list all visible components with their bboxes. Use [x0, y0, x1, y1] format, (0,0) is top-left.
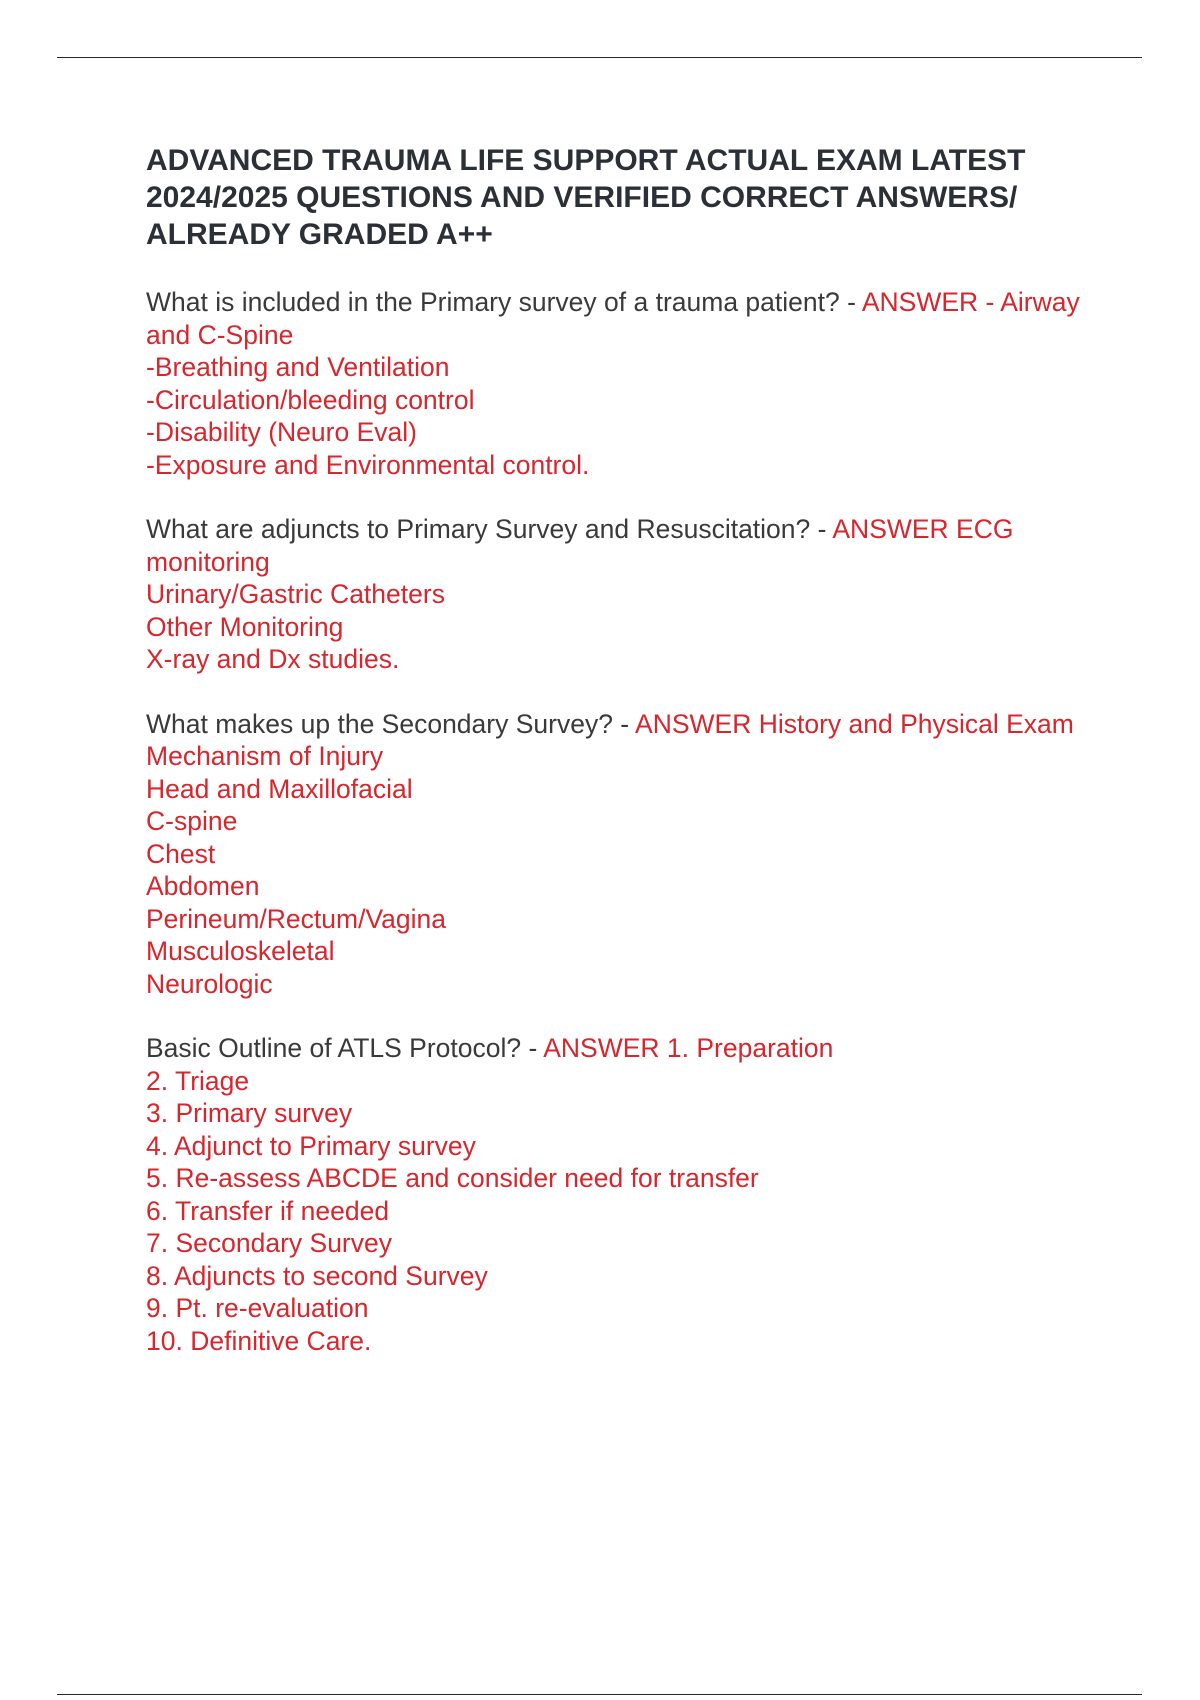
answer-line: 7. Secondary Survey — [146, 1228, 392, 1258]
answer-line: 4. Adjunct to Primary survey — [146, 1130, 476, 1161]
answer-line: Mechanism of Injury — [146, 741, 384, 771]
answer-line: Other Monitoring — [146, 611, 344, 642]
answer-lead: ANSWER History and Physical Exam — [635, 708, 1074, 739]
answer-line: 6. Transfer if needed — [146, 1195, 390, 1226]
answer-line: Abdomen — [146, 871, 260, 901]
answer-line: 9. Pt. re-evaluation — [146, 1293, 369, 1323]
question-separator: - — [521, 1033, 544, 1063]
document-title: ADVANCED TRAUMA LIFE SUPPORT ACTUAL EXAM LATEST 2024/2025 QUESTIONS AND VERIFIED CORRECT ANSWERS/ ALREADY GRADED A++ — [146, 144, 1026, 251]
question-text: What makes up the Secondary Survey? — [146, 708, 613, 739]
document-body — [146, 142, 1086, 1357]
answer-line: Head and Maxillofacial — [146, 773, 413, 804]
answer-line: 2. Triage — [146, 1065, 250, 1096]
answer-line: -Circulation/bleeding control — [146, 384, 475, 415]
answer-lead: ANSWER 1. Preparation — [543, 1033, 834, 1063]
answer-line: Perineum/Rectum/Vagina — [146, 903, 446, 934]
answer-line: Musculoskeletal — [146, 936, 335, 966]
qa-item — [146, 513, 1086, 676]
answer-line: 10. Definitive Care. — [146, 1325, 372, 1356]
question-text: What is included in the Primary survey of a trauma patient? — [146, 287, 840, 317]
question-text: Basic Outline of ATLS Protocol? — [146, 1033, 522, 1063]
answer-line: Neurologic — [146, 968, 273, 999]
answer-line: Urinary/Gastric Catheters — [146, 579, 445, 609]
answer-lead: ANSWER - Airway and C-Spine — [146, 287, 1080, 350]
answer-line: -Exposure and Environmental control. — [146, 449, 590, 480]
answer-lead: ANSWER ECG monitoring — [146, 514, 1014, 577]
answer-line: 8. Adjuncts to second Survey — [146, 1260, 488, 1291]
answer-line: -Disability (Neuro Eval) — [146, 417, 417, 447]
answer-line: C-spine — [146, 806, 238, 836]
qa-item — [146, 708, 1086, 1001]
answer-line: 5. Re-assess ABCDE and consider need for transfer — [146, 1163, 759, 1193]
qa-item — [146, 1032, 1086, 1357]
question-separator: - — [612, 708, 636, 739]
question-separator: - — [810, 514, 833, 544]
answer-line: Chest — [146, 838, 216, 869]
answer-line: -Breathing and Ventilation — [146, 352, 450, 382]
footer-rule — [57, 1694, 1142, 1695]
answer-line: 3. Primary survey — [146, 1098, 353, 1128]
question-separator: - — [839, 287, 862, 317]
question-text: What are adjuncts to Primary Survey and Resuscitation? — [146, 514, 811, 544]
qa-item — [146, 286, 1086, 481]
header-rule — [57, 57, 1142, 58]
answer-line: X-ray and Dx studies. — [146, 644, 400, 674]
